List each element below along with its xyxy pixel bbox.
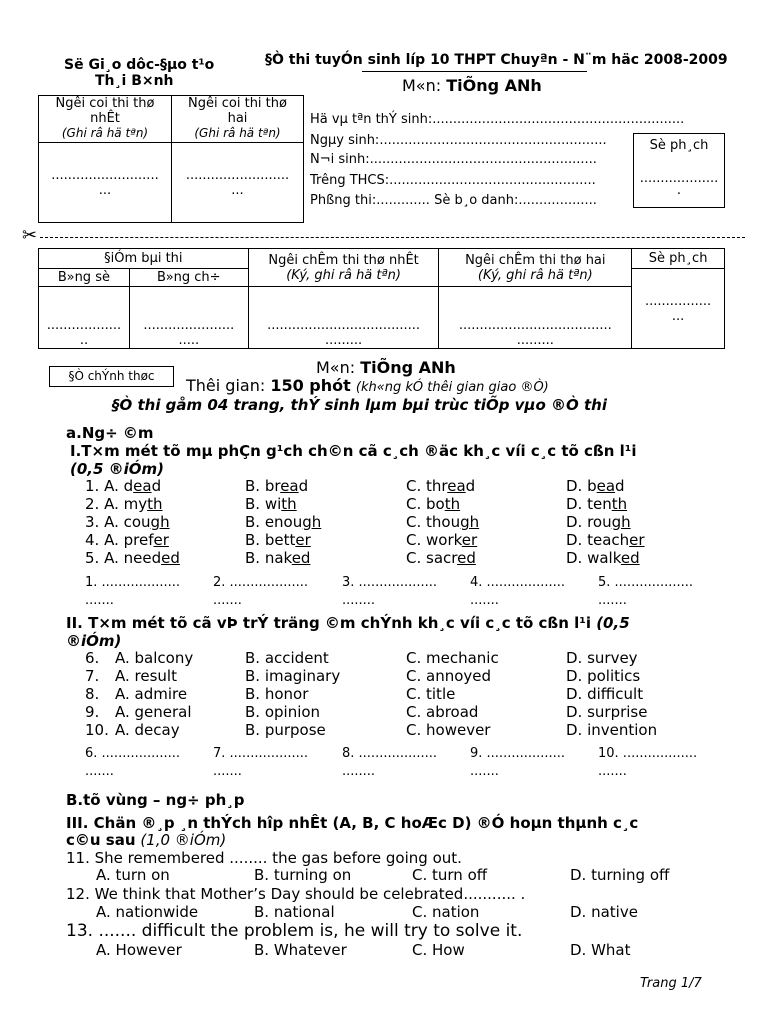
score-number-header: B»ng sè [39,269,130,287]
part2-answer-cont: ....... [598,764,627,779]
section-b-title: B.tõ vùng – ng÷ ph¸p [66,791,245,809]
secret-code-dots: ................... [639,171,719,186]
grader2-dots: ..................................... [458,318,612,333]
title-underline [362,71,587,72]
answer-option: D. native [570,903,638,921]
grader2-title: Ngêi chÊm thi thø hai [465,252,606,268]
answer-option: A. nationwide [96,903,199,921]
part1-option [245,549,310,567]
grader1-dots-2: ......... [324,333,363,348]
answer-option: B. Whatever [254,941,347,959]
score-number-dots-2: .. [79,333,89,348]
part1-option [566,477,625,495]
score-number-cell [39,287,130,349]
part2-points-2: ®iÓm) [66,632,122,650]
proctor2-dots-2: ... [231,182,244,198]
official-exam-box [49,366,174,387]
part1-option [245,477,308,495]
answer-option: A. However [96,941,182,959]
secret-code-box [633,133,725,208]
candidate-school: Trêng THCS:.................................................. [310,173,596,188]
score-number-dots: .................. [46,318,122,333]
answer-option: A. turn on [96,866,170,884]
part2-option: A. result [115,667,177,685]
option-text: D. ten [566,495,612,513]
underlined-part: th [281,495,297,513]
answer-option: B. national [254,903,335,921]
part2-option: B. imaginary [245,667,341,685]
option-text: 2. A. my [85,495,148,513]
part2-title-text: II. T×m mét tõ cã vÞ trÝ träng ©m chÝnh kh¸c víi c¸c tõ cßn l¹i [66,614,591,632]
proctor2-dots: ......................... [185,167,290,183]
time-note: (kh«ng kÓ thêi gian giao ®Ò) [355,380,549,395]
underlined-part: gh [150,513,170,531]
option-text-end: d [615,477,625,495]
answer-option: B. turning on [254,866,352,884]
grader1-cell [248,287,439,349]
answer-option: C. nation [412,903,480,921]
option-text: D. teach [566,531,630,549]
department-name: Së Gi¸o dôc-§µo t¹o [64,57,215,73]
part1-option [85,549,180,567]
option-text: B. wi [245,495,282,513]
grading-table [38,248,725,349]
part1-option [406,495,460,513]
grader1-note: (Ký, ghi râ hä tªn) [286,267,401,283]
part2-option: A. decay [115,721,180,739]
underlined-part: ed [457,549,476,567]
part2-option: C. abroad [406,703,479,721]
score-words-header: B»ng ch÷ [129,269,248,287]
underlined-part: gh [611,513,631,531]
underlined-part: ea [133,477,152,495]
option-text-end: d [151,477,162,495]
part1-option [406,513,479,531]
underlined-part: ea [447,477,466,495]
part2-option: C. annoyed [406,667,492,685]
part1-option [85,495,163,513]
part2-points: (0,5 [596,614,630,632]
part1-answer-cont: ....... [213,593,242,608]
part1-answer: 5. ................... [598,575,694,590]
part2-option: D. invention [566,721,658,739]
underlined-part: th [611,495,628,513]
secret-header: Sè ph¸ch [632,249,725,269]
option-text: C. work [406,531,462,549]
subject-heading-2 [316,358,456,377]
section-a-title: a.Ng÷ ©m [66,424,154,442]
option-text-end: d [298,477,309,495]
subject-heading [402,76,542,95]
part2-answer-cont: ....... [85,764,114,779]
option-text: B. nak [245,549,292,567]
part2-option: B. honor [245,685,309,703]
part1-answer: 3. ................... [342,575,438,590]
option-text: C. bo [406,495,445,513]
part1-answer-cont: ....... [85,593,114,608]
underlined-part: ed [620,549,640,567]
part1-answer-cont: ....... [470,593,499,608]
underlined-part: ed [291,549,311,567]
part2-option: B. accident [245,649,329,667]
part2-option: D. survey [566,649,638,667]
option-text: 3. A. cou [85,513,151,531]
time-label: Thêi gian: [186,376,266,395]
underlined-part: er [461,531,478,549]
option-text: D. b [566,477,597,495]
question-11: 11. She remembered ........ the gas before going out. [66,849,462,867]
option-text: D. rou [566,513,612,531]
option-text: B. br [245,477,281,495]
part3-title-2-text: c©u sau [66,831,136,849]
underlined-part: th [147,495,163,513]
grader2-dots-2: ......... [516,333,554,348]
part2-answer: 9. ................... [470,746,566,761]
proctor1-note: (Ghi râ hä tªn) [61,126,149,140]
part2-option: D. surprise [566,703,648,721]
subject2-label: M«n: [316,358,356,377]
time-line [186,376,549,395]
cut-line [40,237,745,238]
part1-answer: 4. ................... [470,575,566,590]
part3-title-2 [66,831,226,849]
option-text: B. enou [245,513,303,531]
province-name: Th¸i B×nh [95,73,174,89]
underlined-part: gh [460,513,480,531]
part1-answer-cont: ....... [598,593,627,608]
part1-points: (0,5 ®iÓm) [70,460,165,478]
grader2-note: (Ký, ghi râ hä tªn) [477,267,593,283]
proctor1-sign [39,143,172,223]
part2-question-number: 9. [85,703,100,721]
part1-option [406,531,477,549]
grader2-header [439,249,632,287]
proctor1-dots: .......................... [51,167,159,183]
part2-option: A. balcony [115,649,194,667]
proctor1-dots-2: ... [98,182,112,198]
proctor2-header [172,96,304,143]
grader1-dots: ..................................... [267,318,421,333]
underlined-part: er [295,531,311,549]
part1-answer-cont: ........ [342,593,376,608]
part1-option [406,549,476,567]
option-text: 1. A. d [85,477,134,495]
option-text: D. walk [566,549,621,567]
official-exam-label: §Ò chÝnh thøc [68,369,155,383]
grader1-title: Ngêi chÊm thi thø nhÊt [268,252,419,268]
underlined-part: ea [596,477,616,495]
part1-title: I.T×m mét tõ mµ phÇn g¹ch ch©n cã c¸ch ®äc kh¸c víi c¸c tõ cßn l¹i [70,442,637,460]
candidate-pob: N¬i sinh:....................................................... [310,152,597,167]
candidate-dob: Ngµy sinh:....................................................... [310,133,607,148]
answer-option: D. turning off [570,866,670,884]
part1-option [85,477,161,495]
part1-option [566,531,645,549]
secret-code-dots-2: . [676,183,682,198]
question-13: 13. ....... difficult the problem is, he will try to solve it. [66,921,523,941]
underlined-part: ed [161,549,180,567]
proctor2-sign [172,143,304,223]
part1-answer: 2. ................... [213,575,309,590]
part3-title: III. Chän ®¸p ¸n thÝch hîp nhÊt (A, B, C hoÆc D) ®Ó hoµn thµnh c¸c [66,814,639,832]
underlined-part: gh [302,513,322,531]
proctor1-title: Ngêi coi thi thø nhÊt [55,96,155,126]
part1-option [566,549,640,567]
option-text: C. thr [406,477,448,495]
time-value: 150 phót [270,376,351,395]
score-words-dots: ...................... [143,318,235,333]
part2-answer-cont: ........ [342,764,376,779]
part2-option: A. general [115,703,192,721]
score-words-dots-2: ..... [178,333,200,348]
scissors-icon: ✂ [22,225,38,246]
part2-option: B. opinion [245,703,321,721]
question-12: 12. We think that Mother’s Day should be celebrated........... . [66,885,526,903]
underlined-part: ea [280,477,299,495]
part3-points: (1,0 ®iÓm) [140,831,227,849]
part2-title [66,614,630,632]
part2-question-number: 8. [85,685,100,703]
answer-option: C. turn off [412,866,488,884]
score-words-cell [129,287,248,349]
part1-option [245,513,321,531]
part2-question-number: 10. [85,721,109,739]
part2-answer-cont: ....... [470,764,499,779]
secret-cell [632,269,725,349]
part1-option [566,513,631,531]
candidate-room: Phßng thi:............. Sè b¸o danh:................... [310,193,597,208]
candidate-name: Hä vµ tªn thÝ sinh:............................................................. [310,112,685,127]
underlined-part: er [629,531,645,549]
part2-answer: 10. .................. [598,746,698,761]
part1-option [85,513,170,531]
answer-option: D. What [570,941,631,959]
secret-cell-dots: ................ [645,293,712,309]
part2-option: A. admire [115,685,188,703]
part2-option: B. purpose [245,721,326,739]
part1-option [85,531,169,549]
grader1-header [248,249,439,287]
option-text: C. thou [406,513,461,531]
part2-question-number: 7. [85,667,100,685]
part2-option: D. difficult [566,685,644,703]
part2-option: C. title [406,685,456,703]
part2-option: D. politics [566,667,641,685]
part2-answer: 8. ................... [342,746,438,761]
part1-option [245,531,311,549]
part2-option: C. mechanic [406,649,499,667]
pages-note: §Ò thi gåm 04 trang, thÝ sinh lµm bµi trùc tiÕp vµo ®Ò thi [112,396,607,414]
proctor2-note: (Ghi râ hä tªn) [194,126,281,140]
grader2-cell [439,287,632,349]
part2-option: C. however [406,721,491,739]
secret-cell-dots-2: ... [671,308,685,324]
option-text: C. sacr [406,549,458,567]
answer-option: C. How [412,941,465,959]
part2-question-number: 6. [85,649,100,667]
part1-option [566,495,627,513]
subject-value: TiÕng ANh [446,76,542,95]
proctor2-title: Ngêi coi thi thø hai [188,96,287,126]
part1-answer: 1. ................... [85,575,181,590]
score-header: §iÓm bµi thi [39,249,249,269]
proctor1-header [39,96,172,143]
option-text: 5. A. need [85,549,162,567]
exam-title: §Ò thi tuyÓn sinh líp 10 THPT Chuyªn - N¨m häc 2008-2009 [265,52,728,68]
page-footer: Trang 1/7 [640,976,702,991]
underlined-part: th [444,495,461,513]
part1-option [406,477,475,495]
part2-answer: 7. ................... [213,746,309,761]
underlined-part: er [153,531,169,549]
proctor-table [38,95,304,223]
option-text: 4. A. pref [85,531,154,549]
subject-label: M«n: [402,76,442,95]
option-text: B. bett [245,531,296,549]
part1-option [245,495,297,513]
option-text-end: d [465,477,476,495]
part2-answer: 6. ................... [85,746,181,761]
part2-answer-cont: ....... [213,764,242,779]
subject2-value: TiÕng ANh [360,358,456,377]
secret-code-label: Sè ph¸ch [649,138,709,153]
